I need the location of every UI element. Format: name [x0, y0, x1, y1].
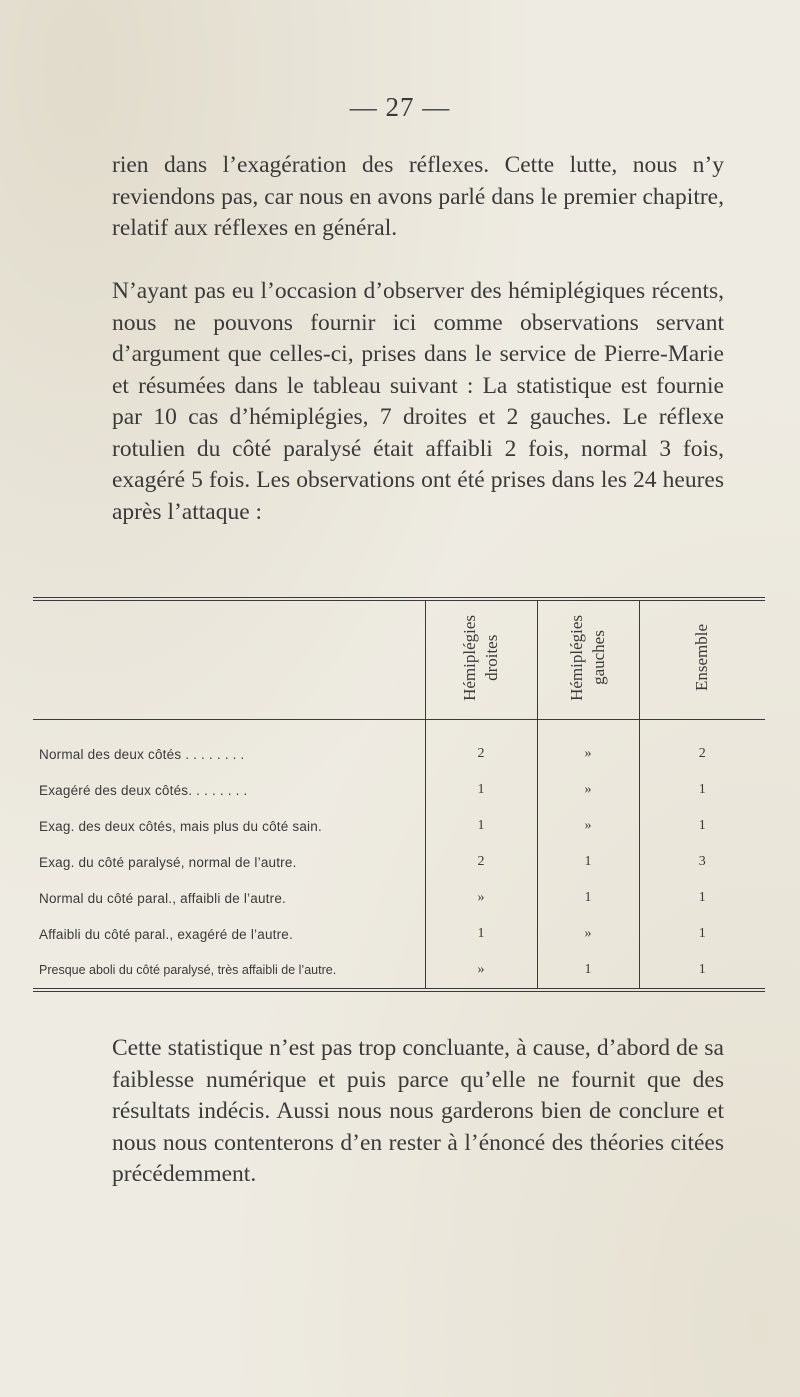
cell-ensemble: 1: [698, 818, 706, 833]
cell-gauches: »: [537, 916, 639, 952]
table-row: [33, 952, 765, 990]
cell-ensemble: 1: [698, 962, 706, 977]
page-number: — 27 —: [349, 92, 451, 122]
cell-droites: 1: [477, 782, 485, 797]
row-label: Affaibli du côté paral., exagéré de l’autre.: [33, 916, 425, 952]
header-blank: [33, 599, 425, 720]
row-label: Exag. des deux côtés, mais plus du côté sain.: [33, 808, 425, 844]
cell-gauches: 1: [537, 880, 639, 916]
cell-gauches: 1: [537, 844, 639, 880]
cell-ensemble: 1: [698, 782, 706, 797]
cell-ensemble: 1: [698, 926, 706, 941]
table-row: [33, 844, 765, 880]
cell-ensemble: 1: [698, 890, 706, 905]
header-hemiplegies-droites: Hémiplégies droites: [425, 599, 537, 720]
row-label: Normal des deux côtés . . . . . . . .: [33, 720, 425, 773]
table-header-row: [33, 599, 765, 720]
cell-ensemble: 2: [698, 746, 706, 761]
cell-gauches: »: [537, 720, 639, 773]
cell-gauches: 1: [537, 952, 639, 990]
cell-droites: »: [477, 890, 485, 905]
row-label: Normal du côté paral., affaibli de l’autre.: [33, 880, 425, 916]
paragraph-3: Cette statistique n’est pas trop concluante, à cause, d’abord de sa faiblesse numérique et puis parce qu’elle ne fournit que des résultats indécis. Aussi nous nous garderons bien de conclure et nous nous contenterons d’en rester à l’énoncé des théories citées précédemment.: [112, 1035, 724, 1187]
header-hemiplegies-gauches: Hémiplégies gauches: [537, 599, 639, 720]
cell-droites: 2: [477, 854, 485, 869]
cell-ensemble: 3: [698, 854, 706, 869]
table-row: [33, 880, 765, 916]
row-label: Exagéré des deux côtés. . . . . . . .: [33, 772, 425, 808]
paragraph-2: N’ayant pas eu l’occasion d’observer des hémiplégiques récents, nous ne pouvons fournir ici comme observations servant d’argument que celles-ci, prises dans le service de Pierre-Marie et résumées dans le tableau suivant : La statistique est fournie par 10 cas d’hémiplégies, 7 droites et 2 gauches. Le réflexe rotulien du côté paralysé était affaibli 2 fois, normal 3 fois, exagéré 5 fois. Les observations ont été prises dans les 24 heures après l’attaque :: [112, 278, 724, 525]
cell-droites: 2: [477, 746, 485, 761]
table-row: [33, 808, 765, 844]
cell-droites: 1: [477, 926, 485, 941]
statistics-table: [33, 597, 765, 985]
header-ensemble: Ensemble: [639, 599, 765, 720]
paragraph-1: rien dans l’exagération des réflexes. Cette lutte, nous n’y reviendons pas, car nous en avons parlé dans le premier chapitre, relatif aux réflexes en général.: [112, 152, 724, 241]
row-label: Presque aboli du côté paralysé, très affaibli de l’autre.: [33, 952, 425, 990]
table-row: [33, 916, 765, 952]
table-row: [33, 772, 765, 808]
cell-droites: »: [477, 962, 485, 977]
cell-droites: 1: [477, 818, 485, 833]
row-label: Exag. du côté paralysé, normal de l’autre.: [33, 844, 425, 880]
cell-gauches: »: [537, 808, 639, 844]
table-row: [33, 720, 765, 773]
cell-gauches: »: [537, 772, 639, 808]
